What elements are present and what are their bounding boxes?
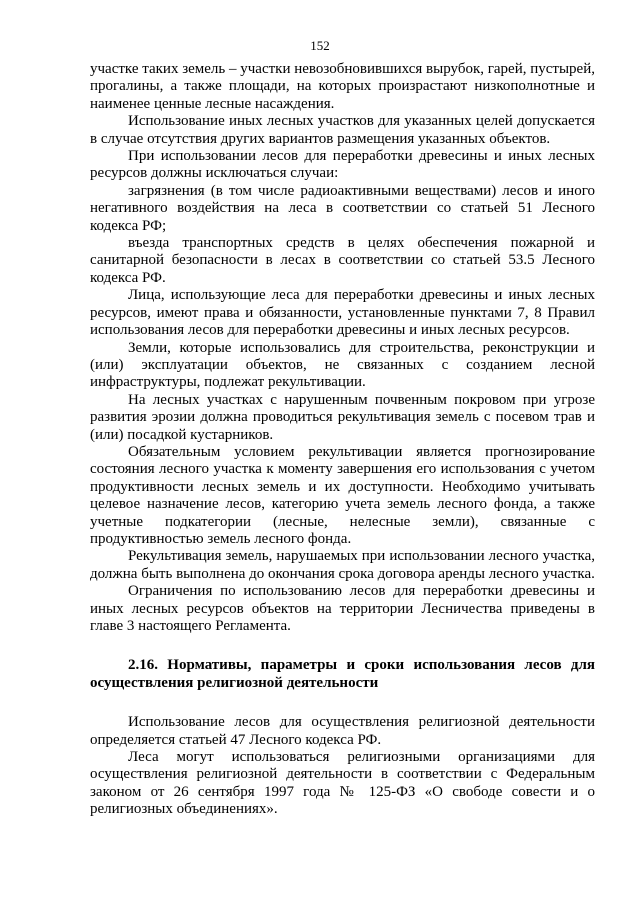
paragraph: Обязательным условием рекультивации является прогнозирование состояния лесного участка к моменту завершения его использования с учетом продуктивности лесных земель и их доступности. Необходимо учитывать целевое назначение лесов, категорию учета земель лесного фонда, а также учетные подкатегории (лесные, нелесные земли), связанные с продуктивностью земель лесного фонда.: [90, 443, 595, 547]
paragraph: Леса могут использоваться религиозными организациями для осуществления религиозной деятельности в соответствии с Федеральным законом от 26 сентября 1997 года № 125-ФЗ «О свободе совести и о религиозных объединениях».: [90, 749, 595, 818]
paragraph: Использование иных лесных участков для указанных целей допускается в случае отсутствия других вариантов размещения указанных объектов.: [90, 113, 595, 147]
paragraph: Земли, которые использовались для строительства, реконструкции и (или) эксплуатации объектов, не связанных с созданием лесной инфраструктуры, подлежат рекультивации.: [90, 339, 595, 391]
paragraph: участке таких земель – участки невозобновившихся вырубок, гарей, пустырей, прогалины, а также площади, на которых произрастают низкополнотные и наименее ценные лесные насаждения.: [90, 61, 595, 112]
paragraph: въезда транспортных средств в целях обеспечения пожарной и санитарной безопасности в лесах в соответствии со статьей 53.5 Лесного кодекса РФ.: [90, 235, 595, 286]
paragraph: загрязнения (в том числе радиоактивными веществами) лесов и иного негативного воздействия на леса в соответствии со статьей 51 Лесного кодекса РФ;: [90, 182, 595, 234]
paragraph: При использовании лесов для переработки древесины и иных лесных ресурсов должны исключаться случаи:: [90, 148, 595, 182]
paragraph: На лесных участках с нарушенным почвенным покровом при угрозе развития эрозии должна проводиться рекультивация земель с посевом трав и (или) посадкой кустарников.: [90, 391, 595, 443]
section-heading: 2.16. Нормативы, параметры и сроки использования лесов для осуществления религиозной деятельности: [90, 657, 595, 691]
spacer: [90, 635, 595, 657]
spacer: [90, 692, 595, 714]
paragraph: Лица, использующие леса для переработки древесины и иных лесных ресурсов, имеют права и обязанности, установленные пунктами 7, 8 Правил использования лесов для переработки древесины и иных лесных ресурсов.: [90, 287, 595, 339]
paragraph: Рекультивация земель, нарушаемых при использовании лесного участка, должна быть выполнена до окончания срока договора аренды лесного участка.: [90, 548, 595, 582]
paragraph: Использование лесов для осуществления религиозной деятельности определяется статьей 47 Лесного кодекса РФ.: [90, 714, 595, 748]
page-number: 152: [310, 38, 330, 53]
paragraph: Ограничения по использованию лесов для переработки древесины и иных лесных ресурсов объектов на территории Лесничества приведены в главе 3 настоящего Регламента.: [90, 583, 595, 634]
document-body: [90, 61, 595, 819]
